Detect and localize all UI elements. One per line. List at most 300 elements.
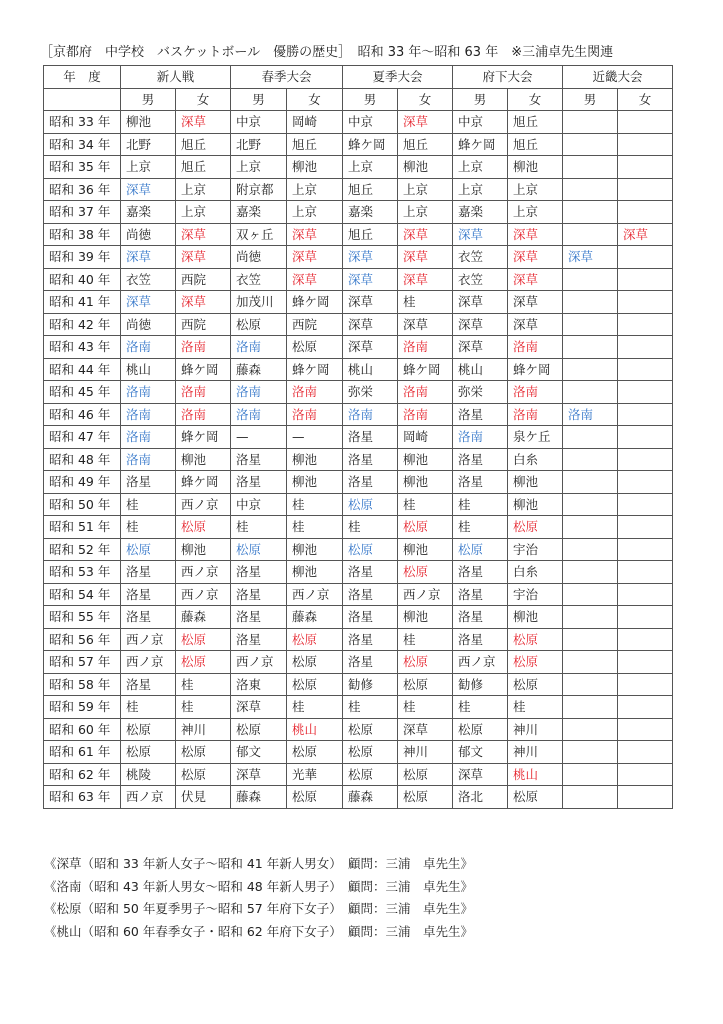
table-row: [44, 583, 673, 606]
winner-cell: 上京: [343, 156, 398, 179]
winner-cell: [618, 583, 673, 606]
winner-cell: 桂: [287, 516, 343, 539]
winner-cell: 柳池: [287, 448, 343, 471]
winner-cell: 桂: [508, 696, 563, 719]
winner-cell: 嘉楽: [121, 201, 176, 224]
winner-cell: 弥栄: [343, 381, 398, 404]
table-row: [44, 291, 673, 314]
winner-cell: 洛星: [343, 426, 398, 449]
winner-cell: [563, 718, 618, 741]
winner-cell: 深草: [287, 246, 343, 269]
year-cell: 昭和 35 年: [44, 156, 121, 179]
winner-cell: 洛南: [508, 336, 563, 359]
winner-cell: 松原: [287, 673, 343, 696]
winner-cell: —: [287, 426, 343, 449]
winner-cell: 柳池: [287, 538, 343, 561]
winner-cell: [618, 493, 673, 516]
winner-cell: 柳池: [287, 471, 343, 494]
winner-cell: 柳池: [176, 538, 231, 561]
winner-cell: 弥栄: [453, 381, 508, 404]
winner-cell: 白糸: [508, 561, 563, 584]
winner-cell: 深草: [287, 223, 343, 246]
year-cell: 昭和 51 年: [44, 516, 121, 539]
winner-cell: 松原: [231, 538, 287, 561]
winner-cell: 深草: [231, 763, 287, 786]
winner-cell: 宇治: [508, 538, 563, 561]
winner-cell: [563, 606, 618, 629]
year-cell: 昭和 33 年: [44, 111, 121, 134]
winner-cell: [618, 426, 673, 449]
footnotes: [44, 853, 473, 944]
winner-cell: [618, 628, 673, 651]
winner-cell: 洛星: [231, 628, 287, 651]
winner-cell: 神川: [508, 718, 563, 741]
winner-cell: [618, 673, 673, 696]
winner-cell: 嘉楽: [231, 201, 287, 224]
winner-cell: 洛星: [343, 606, 398, 629]
winner-cell: 松原: [121, 718, 176, 741]
tournament-header-kinki: 近畿大会: [563, 66, 673, 89]
winner-cell: 岡崎: [287, 111, 343, 134]
winner-cell: [618, 606, 673, 629]
winner-cell: 嘉楽: [343, 201, 398, 224]
table-row: [44, 628, 673, 651]
winner-cell: 伏見: [176, 786, 231, 809]
footnote-matsubara: 《松原（昭和 50 年夏季男子〜昭和 57 年府下女子） 顧問：三浦 卓先生》: [44, 901, 473, 917]
table-row: [44, 381, 673, 404]
winner-cell: 洛東: [231, 673, 287, 696]
year-cell: 昭和 45 年: [44, 381, 121, 404]
table-row: [44, 606, 673, 629]
winner-cell: 洛星: [231, 583, 287, 606]
winner-cell: 深草: [508, 223, 563, 246]
winner-cell: 洛星: [453, 403, 508, 426]
winner-cell: 洛星: [453, 583, 508, 606]
winner-cell: 深草: [398, 268, 453, 291]
table-row: [44, 673, 673, 696]
winner-cell: 旭丘: [287, 133, 343, 156]
winner-cell: 藤森: [231, 358, 287, 381]
table-body: [44, 111, 673, 809]
winner-cell: [563, 786, 618, 809]
winner-cell: 洛南: [398, 403, 453, 426]
winner-cell: 桃山: [508, 763, 563, 786]
winner-cell: 柳池: [287, 156, 343, 179]
winner-cell: 深草: [343, 336, 398, 359]
year-cell: 昭和 62 年: [44, 763, 121, 786]
winner-cell: 西院: [176, 268, 231, 291]
year-cell: 昭和 36 年: [44, 178, 121, 201]
winner-cell: 深草: [453, 763, 508, 786]
header-row-tournaments: [44, 66, 673, 89]
winner-cell: 上京: [121, 156, 176, 179]
winner-cell: 洛星: [121, 673, 176, 696]
year-cell: 昭和 60 年: [44, 718, 121, 741]
winner-cell: [618, 516, 673, 539]
winner-cell: 洛南: [121, 403, 176, 426]
winner-cell: 深草: [453, 291, 508, 314]
winner-cell: [618, 291, 673, 314]
winner-cell: 蜂ケ岡: [453, 133, 508, 156]
winner-cell: 深草: [508, 313, 563, 336]
winner-cell: 洛南: [453, 426, 508, 449]
year-cell: 昭和 53 年: [44, 561, 121, 584]
winner-cell: 柳池: [508, 606, 563, 629]
table-row: [44, 336, 673, 359]
winner-cell: 桂: [287, 696, 343, 719]
winner-cell: 柳池: [398, 448, 453, 471]
gender-header-female: 女: [508, 88, 563, 111]
winner-cell: 松原: [453, 718, 508, 741]
winner-cell: 松原: [508, 673, 563, 696]
winner-cell: 深草: [563, 246, 618, 269]
footnote-rakunan: 《洛南（昭和 43 年新人男女〜昭和 48 年新人男子） 顧問：三浦 卓先生》: [44, 878, 473, 894]
tournament-header-shunki: 春季大会: [231, 66, 343, 89]
winner-cell: 勧修: [453, 673, 508, 696]
winner-cell: [618, 471, 673, 494]
winner-cell: 北野: [121, 133, 176, 156]
winner-cell: 深草: [343, 291, 398, 314]
year-cell: 昭和 48 年: [44, 448, 121, 471]
table-row: [44, 493, 673, 516]
winner-cell: 旭丘: [508, 111, 563, 134]
winner-cell: 双ヶ丘: [231, 223, 287, 246]
winner-cell: 松原: [508, 628, 563, 651]
winner-cell: [563, 381, 618, 404]
winner-cell: 光華: [287, 763, 343, 786]
winner-cell: 洛星: [231, 471, 287, 494]
winner-cell: 桂: [453, 516, 508, 539]
table-row: [44, 786, 673, 809]
winner-cell: [563, 628, 618, 651]
winner-cell: 松原: [398, 786, 453, 809]
winner-cell: 神川: [398, 741, 453, 764]
winner-cell: 西院: [176, 313, 231, 336]
year-cell: 昭和 57 年: [44, 651, 121, 674]
winner-cell: 西ノ京: [231, 651, 287, 674]
year-cell: 昭和 39 年: [44, 246, 121, 269]
winner-cell: [618, 358, 673, 381]
winner-cell: 洛星: [453, 561, 508, 584]
winner-cell: 深草: [508, 268, 563, 291]
winner-cell: [618, 741, 673, 764]
winner-cell: 松原: [343, 763, 398, 786]
winner-cell: 深草: [343, 313, 398, 336]
winner-cell: 洛星: [343, 583, 398, 606]
winner-cell: [618, 403, 673, 426]
winner-cell: 尚徳: [121, 223, 176, 246]
winner-cell: 上京: [287, 178, 343, 201]
tournament-header-shinjin: 新人戦: [121, 66, 231, 89]
year-cell: 昭和 55 年: [44, 606, 121, 629]
table-row: [44, 178, 673, 201]
winner-cell: 深草: [398, 718, 453, 741]
winner-cell: 洛南: [231, 336, 287, 359]
table-row: [44, 448, 673, 471]
winner-cell: 洛南: [287, 381, 343, 404]
table-row: [44, 561, 673, 584]
year-cell: 昭和 40 年: [44, 268, 121, 291]
winner-cell: 松原: [508, 651, 563, 674]
year-cell: 昭和 59 年: [44, 696, 121, 719]
table-row: [44, 133, 673, 156]
winner-cell: 宇治: [508, 583, 563, 606]
winner-cell: 洛星: [453, 448, 508, 471]
winner-cell: [618, 448, 673, 471]
winner-cell: 上京: [398, 201, 453, 224]
winner-cell: 旭丘: [343, 223, 398, 246]
winner-cell: 洛南: [343, 403, 398, 426]
winner-cell: 柳池: [508, 493, 563, 516]
table-row: [44, 718, 673, 741]
winner-cell: 蜂ケ岡: [398, 358, 453, 381]
gender-header-female: 女: [618, 88, 673, 111]
gender-header-female: 女: [287, 88, 343, 111]
winner-cell: 上京: [453, 178, 508, 201]
winner-cell: 岡崎: [398, 426, 453, 449]
winner-cell: 泉ケ丘: [508, 426, 563, 449]
winner-cell: 深草: [453, 336, 508, 359]
winner-cell: 桂: [398, 696, 453, 719]
winner-cell: [618, 246, 673, 269]
winner-cell: 深草: [398, 246, 453, 269]
winner-cell: 蜂ケ岡: [508, 358, 563, 381]
year-header-blank: [44, 88, 121, 111]
year-cell: 昭和 47 年: [44, 426, 121, 449]
winner-cell: 尚徳: [121, 313, 176, 336]
winner-cell: [618, 111, 673, 134]
winner-cell: 柳池: [176, 448, 231, 471]
tournament-header-fuka: 府下大会: [453, 66, 563, 89]
winner-cell: [563, 291, 618, 314]
winner-cell: 西ノ京: [453, 651, 508, 674]
winner-cell: 洛南: [176, 381, 231, 404]
footnote-fukakusa: 《深草（昭和 33 年新人女子〜昭和 41 年新人男女） 顧問：三浦 卓先生》: [44, 856, 473, 871]
year-cell: 昭和 50 年: [44, 493, 121, 516]
winner-cell: 西ノ京: [176, 493, 231, 516]
winner-cell: 洛星: [453, 628, 508, 651]
winner-cell: [618, 268, 673, 291]
year-cell: 昭和 34 年: [44, 133, 121, 156]
year-cell: 昭和 42 年: [44, 313, 121, 336]
winner-cell: 松原: [176, 741, 231, 764]
winner-cell: 桂: [398, 291, 453, 314]
winner-cell: 松原: [398, 763, 453, 786]
winner-cell: 松原: [398, 651, 453, 674]
winner-cell: [618, 718, 673, 741]
winner-cell: 蜂ケ岡: [287, 358, 343, 381]
winner-cell: [563, 133, 618, 156]
winner-cell: 深草: [398, 111, 453, 134]
winner-cell: 松原: [508, 516, 563, 539]
winner-cell: 西ノ京: [121, 651, 176, 674]
winner-cell: 松原: [287, 786, 343, 809]
winner-cell: 柳池: [398, 471, 453, 494]
winner-cell: 深草: [343, 268, 398, 291]
winner-cell: 桂: [287, 493, 343, 516]
winner-cell: 郁文: [453, 741, 508, 764]
winner-cell: 深草: [343, 246, 398, 269]
table-row: [44, 358, 673, 381]
winner-cell: 洛南: [287, 403, 343, 426]
winner-cell: 松原: [287, 336, 343, 359]
table-row: [44, 538, 673, 561]
winner-cell: [563, 741, 618, 764]
winner-cell: 衣笠: [453, 268, 508, 291]
table-row: [44, 313, 673, 336]
winner-cell: 洛星: [121, 471, 176, 494]
winner-cell: 松原: [121, 538, 176, 561]
winner-cell: [563, 471, 618, 494]
winner-cell: 松原: [508, 786, 563, 809]
winner-cell: 洛南: [121, 448, 176, 471]
document-title: ［京都府 中学校 バスケットボール 優勝の歴史］ 昭和 33 年〜昭和 63 年 ※三浦卓先生関連: [40, 45, 614, 60]
winner-cell: [563, 426, 618, 449]
winner-cell: [563, 493, 618, 516]
winner-cell: 松原: [398, 673, 453, 696]
year-cell: 昭和 44 年: [44, 358, 121, 381]
winner-cell: 洛星: [453, 606, 508, 629]
winner-cell: 松原: [453, 538, 508, 561]
winner-cell: 桂: [343, 516, 398, 539]
winner-cell: 神川: [176, 718, 231, 741]
winner-cell: 深草: [453, 313, 508, 336]
winner-cell: 桂: [176, 696, 231, 719]
winner-cell: 柳池: [508, 471, 563, 494]
winner-cell: 旭丘: [398, 133, 453, 156]
winner-cell: 西ノ京: [176, 561, 231, 584]
table-row: [44, 471, 673, 494]
winner-cell: 松原: [343, 741, 398, 764]
winner-cell: [618, 696, 673, 719]
year-cell: 昭和 61 年: [44, 741, 121, 764]
table-row: [44, 696, 673, 719]
winner-cell: 洛南: [508, 403, 563, 426]
winner-cell: [618, 313, 673, 336]
winner-cell: [618, 381, 673, 404]
winner-cell: 旭丘: [176, 156, 231, 179]
winner-cell: 洛北: [453, 786, 508, 809]
winner-cell: 深草: [508, 246, 563, 269]
table-row: [44, 223, 673, 246]
winner-cell: 桃山: [121, 358, 176, 381]
table-row: [44, 246, 673, 269]
winner-cell: 衣笠: [231, 268, 287, 291]
winner-cell: 衣笠: [121, 268, 176, 291]
winner-cell: [618, 156, 673, 179]
winner-cell: 旭丘: [343, 178, 398, 201]
winner-cell: 郁文: [231, 741, 287, 764]
year-cell: 昭和 38 年: [44, 223, 121, 246]
winner-cell: [618, 178, 673, 201]
winner-cell: 西院: [287, 313, 343, 336]
winner-cell: 深草: [176, 111, 231, 134]
table-row: [44, 741, 673, 764]
winner-cell: [563, 651, 618, 674]
table-row: [44, 403, 673, 426]
winner-cell: 加茂川: [231, 291, 287, 314]
winner-cell: [563, 358, 618, 381]
winner-cell: [563, 763, 618, 786]
winner-cell: 松原: [398, 561, 453, 584]
winner-cell: 桃山: [343, 358, 398, 381]
winner-cell: 深草: [231, 696, 287, 719]
year-cell: 昭和 54 年: [44, 583, 121, 606]
winner-cell: 桂: [176, 673, 231, 696]
winner-cell: 上京: [453, 156, 508, 179]
winner-cell: [563, 268, 618, 291]
winner-cell: 柳池: [398, 156, 453, 179]
winner-cell: 松原: [287, 651, 343, 674]
winner-cell: 蜂ケ岡: [343, 133, 398, 156]
winner-cell: 洛南: [508, 381, 563, 404]
winner-cell: 桂: [343, 696, 398, 719]
winner-cell: [563, 561, 618, 584]
winner-cell: 松原: [398, 516, 453, 539]
winner-cell: 蜂ケ岡: [287, 291, 343, 314]
winner-cell: 附京都: [231, 178, 287, 201]
winner-cell: 洛星: [343, 561, 398, 584]
winner-cell: 桂: [453, 493, 508, 516]
winner-cell: 深草: [176, 246, 231, 269]
winner-cell: [563, 178, 618, 201]
header-row-gender: [44, 88, 673, 111]
winner-cell: 深草: [176, 291, 231, 314]
winner-cell: 洛星: [231, 561, 287, 584]
winner-cell: 洛南: [563, 403, 618, 426]
gender-header-male: 男: [121, 88, 176, 111]
table-row: [44, 516, 673, 539]
winner-cell: 上京: [176, 178, 231, 201]
winner-cell: 藤森: [343, 786, 398, 809]
winner-cell: 上京: [176, 201, 231, 224]
winner-cell: 洛南: [231, 403, 287, 426]
winner-cell: 松原: [343, 718, 398, 741]
winner-cell: 洛星: [453, 471, 508, 494]
winner-cell: 松原: [176, 763, 231, 786]
winner-cell: 蜂ケ岡: [176, 426, 231, 449]
winner-cell: 洛星: [121, 583, 176, 606]
winner-cell: [563, 201, 618, 224]
winner-cell: 中京: [343, 111, 398, 134]
year-cell: 昭和 41 年: [44, 291, 121, 314]
winner-cell: 洛南: [121, 426, 176, 449]
winner-cell: 中京: [231, 493, 287, 516]
winner-cell: [563, 223, 618, 246]
winner-cell: 洛南: [176, 336, 231, 359]
winner-cell: 藤森: [231, 786, 287, 809]
table-row: [44, 201, 673, 224]
winner-cell: 蜂ケ岡: [176, 471, 231, 494]
winner-cell: 藤森: [287, 606, 343, 629]
winner-cell: [563, 336, 618, 359]
year-header: 年 度: [44, 66, 121, 89]
winner-cell: 旭丘: [508, 133, 563, 156]
gender-header-male: 男: [231, 88, 287, 111]
table-row: [44, 111, 673, 134]
gender-header-female: 女: [398, 88, 453, 111]
winner-cell: [618, 538, 673, 561]
winner-cell: 桂: [398, 493, 453, 516]
winner-cell: 深草: [121, 178, 176, 201]
winner-cell: [618, 651, 673, 674]
winner-cell: [618, 133, 673, 156]
winner-cell: 松原: [176, 516, 231, 539]
winner-cell: [618, 763, 673, 786]
winner-cell: 深草: [121, 291, 176, 314]
winner-cell: 深草: [287, 268, 343, 291]
winner-cell: 洛星: [343, 471, 398, 494]
